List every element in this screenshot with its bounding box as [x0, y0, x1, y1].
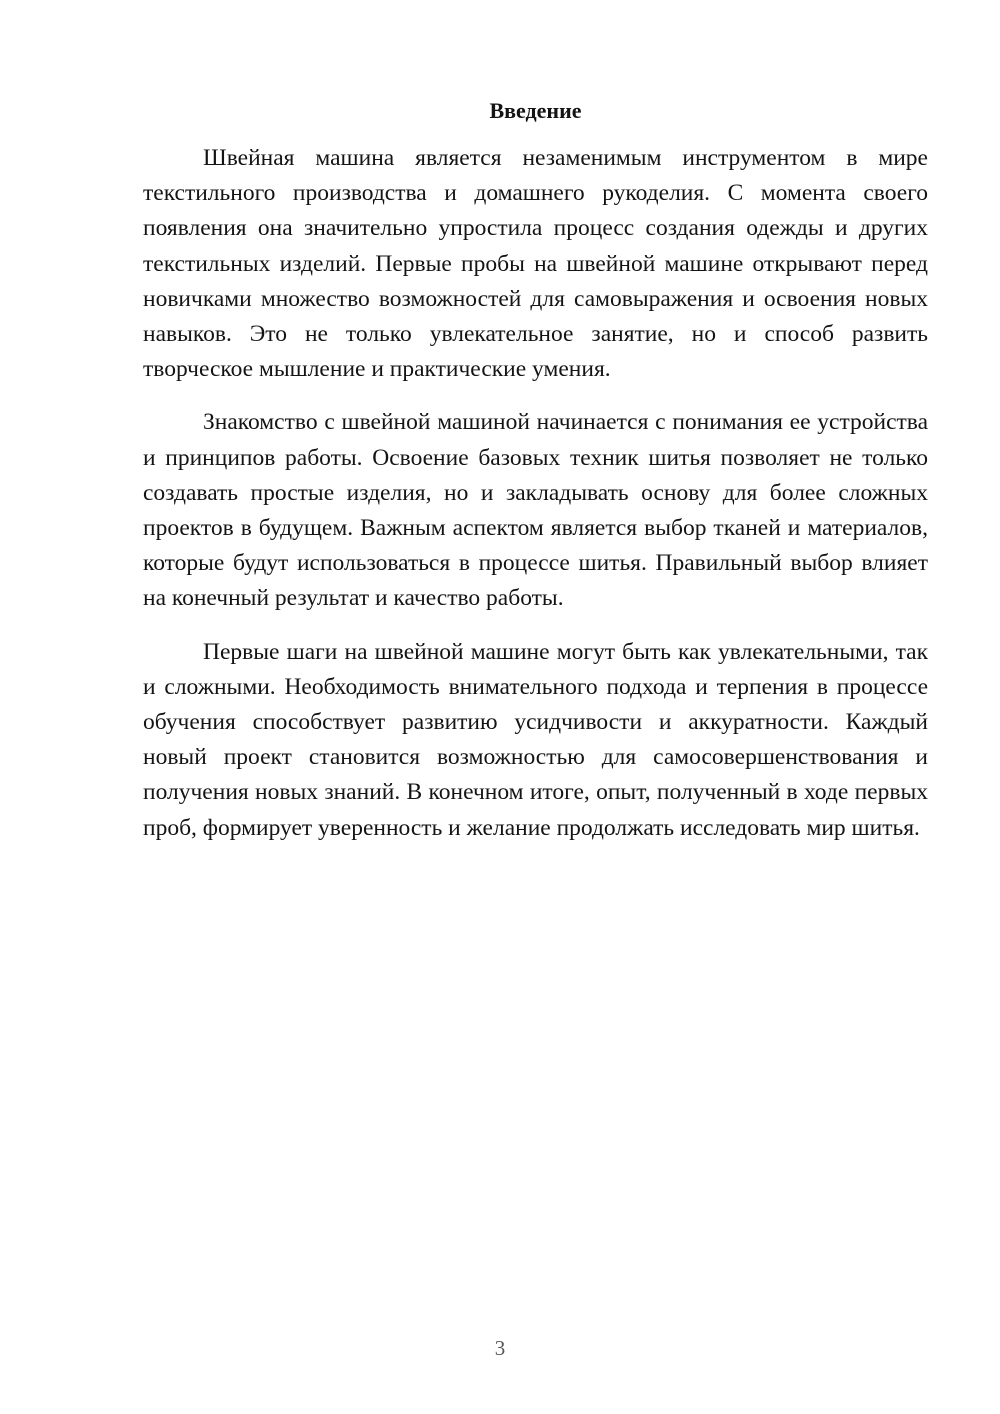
paragraph-2: Знакомство с швейной машиной начинается с понимания ее устройства и принципов работы. Освоение базовых техник шитья позволяет не только создавать простые изделия, но и закладывать основу для более сложных проектов в будущем. Важным аспектом является выбор тканей и материалов, которые будут использоваться в процессе шитья. Правильный выбор влияет на конечный результат и качество работы. — [143, 409, 928, 612]
page-content — [143, 94, 928, 864]
paragraph-3: Первые шаги на швейной машине могут быть как увлекательными, так и сложными. Необходимость внимательного подхода и терпения в процессе обучения способствует развитию усидчивости и аккуратности. Каждый новый проект становится возможностью для самосовершенствования и получения новых знаний. В конечном итоге, опыт, полученный в ходе первых проб, формирует уверенность и желание продолжать исследовать мир шитья. — [143, 638, 928, 841]
paragraph-1: Швейная машина является незаменимым инструментом в мире текстильного производства и домашнего рукоделия. С момента своего появления она значительно упростила процесс создания одежды и других текстильных изделий. Первые пробы на швейной машине открывают перед новичками множество возможностей для самовыражения и освоения новых навыков. Это не только увлекательное занятие, но и способ развить творческое мышление и практические умения. — [143, 145, 928, 383]
section-heading: Введение — [489, 98, 582, 123]
heading-spacer — [143, 128, 928, 141]
page-number: 3 — [494, 1336, 506, 1360]
